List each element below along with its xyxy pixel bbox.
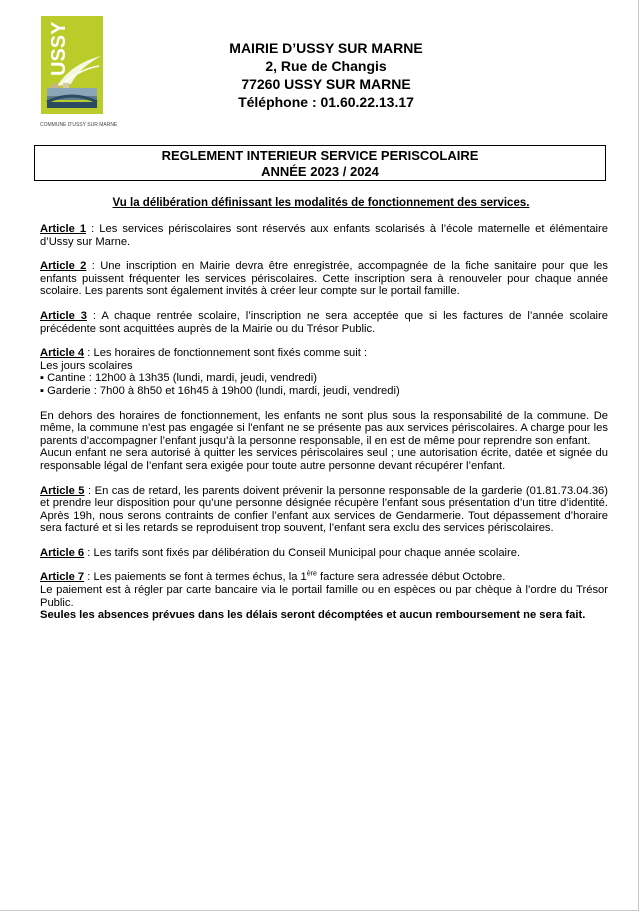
document-title-box [34, 145, 606, 181]
hours-paragraph [40, 410, 608, 473]
header-line-1: MAIRIE D’USSY SUR MARNE [229, 40, 423, 56]
article-4-text: : Les horaires de fonctionnement sont fixés comme suit : [84, 347, 368, 360]
document-body [40, 223, 608, 634]
article-6-label: Article 6 [40, 546, 85, 559]
article-2-label: Article 2 [40, 260, 87, 273]
header-line-3: 77260 USSY SUR MARNE [241, 76, 411, 92]
article-3 [40, 310, 608, 335]
article-7-text-before: : Les paiements se font à termes échus, la 1 [84, 571, 307, 584]
article-3-label: Article 3 [40, 309, 87, 322]
article-2 [40, 260, 608, 298]
hours-text-2: Aucun enfant ne sera autorisé à quitter les services périscolaires seul ; une autorisation écrite, datée et signée du responsable légal de l’enfant sera exigée pour toute autre personne devant récupérer l’enfant. [40, 447, 608, 472]
refund-notice: Seules les absences prévues dans les délais seront décomptées et aucun remboursement ne sera fait. [40, 609, 586, 622]
article-1-label: Article 1 [40, 223, 87, 235]
logo-text: USSY [48, 21, 70, 76]
article-4-label: Article 4 [40, 347, 85, 360]
article-7-text-after: facture sera adressée début Octobre. [316, 571, 506, 584]
article-6-text: : Les tarifs sont fixés par délibération du Conseil Municipal pour chaque année scolaire. [84, 546, 521, 559]
article-6 [40, 547, 608, 560]
article-4 [40, 347, 608, 397]
ussy-logo [41, 16, 103, 114]
hours-text-1: En dehors des horaires de fonctionnement, les enfants ne sont plus sous la responsabilité de la commune. De même, la commune n'est pas engagée si l'enfant ne se présente pas aux services périscolaires. A charge pour les parents d’accompagner l’enfant jusqu’à la personne responsable, il en est de même pour reprendre son enfant. [40, 409, 608, 447]
article-7-label: Article 7 [40, 571, 85, 584]
payment-text: Le paiement est à régler par carte bancaire via le portail famille ou en espèces ou par chèque à l’ordre du Trésor Public. [40, 584, 608, 609]
cantine-hours: ▪ Cantine : 12h00 à 13h35 (lundi, mardi, jeudi, vendredi) [40, 372, 317, 385]
ussy-logo-graphic [41, 16, 103, 114]
garderie-hours: ▪ Garderie : 7h00 à 8h50 et 16h45 à 19h00 (lundi, mardi, jeudi, vendredi) [40, 384, 400, 397]
mairie-header [190, 39, 462, 111]
article-1-text: : Les services périscolaires sont réservés aux enfants scolarisés à l’école maternelle et élémentaire d’Ussy sur Marne. [40, 223, 608, 248]
article-2-text: : Une inscription en Mairie devra être enregistrée, accompagnée de la fiche sanitaire pour que les enfants puissent fréquenter les services périscolaires. Cette inscription sera à renouveler pour chaque année scolaire. Les parents sont également invités à créer leur compte sur le portail famille. [40, 260, 609, 298]
article-5-label: Article 5 [40, 484, 85, 497]
article-1 [40, 223, 608, 248]
document-year: ANNÉE 2023 / 2024 [261, 164, 379, 179]
document-title: REGLEMENT INTERIEUR SERVICE PERISCOLAIRE [161, 148, 479, 163]
article-7-superscript: ère [306, 570, 317, 578]
deliberation-subtitle: Vu la délibération définissant les modalités de fonctionnement des services. [112, 197, 530, 209]
header-line-2: 2, Rue de Changis [265, 58, 387, 74]
header-phone: Téléphone : 01.60.22.13.17 [238, 94, 414, 110]
article-3-text: : A chaque rentrée scolaire, l’inscription ne sera acceptée que si les factures de l’année scolaire précédente sont acquittées auprès de la Mairie ou du Trésor Public. [40, 309, 608, 335]
article-7 [40, 571, 608, 621]
article-5-text: : En cas de retard, les parents doivent prévenir la personne responsable de la garderie (01.81.73.04.36) et prendre leur disposition pour qu’une personne désignée récupère l’enfant sous présentation d’un titre d’identité. Après 19h, nous serons contraints de confier l’enfant aux services de Gendarmerie. Tout dépassement d’horaire sera facturé et si les retards se reproduisent trop souvent, l’enfant sera exclu des services périscolaires. [40, 484, 608, 535]
article-5 [40, 485, 608, 535]
school-days-title: Les jours scolaires [40, 359, 133, 372]
logo-caption: COMMUNE D'USSY SUR MARNE [40, 122, 118, 128]
